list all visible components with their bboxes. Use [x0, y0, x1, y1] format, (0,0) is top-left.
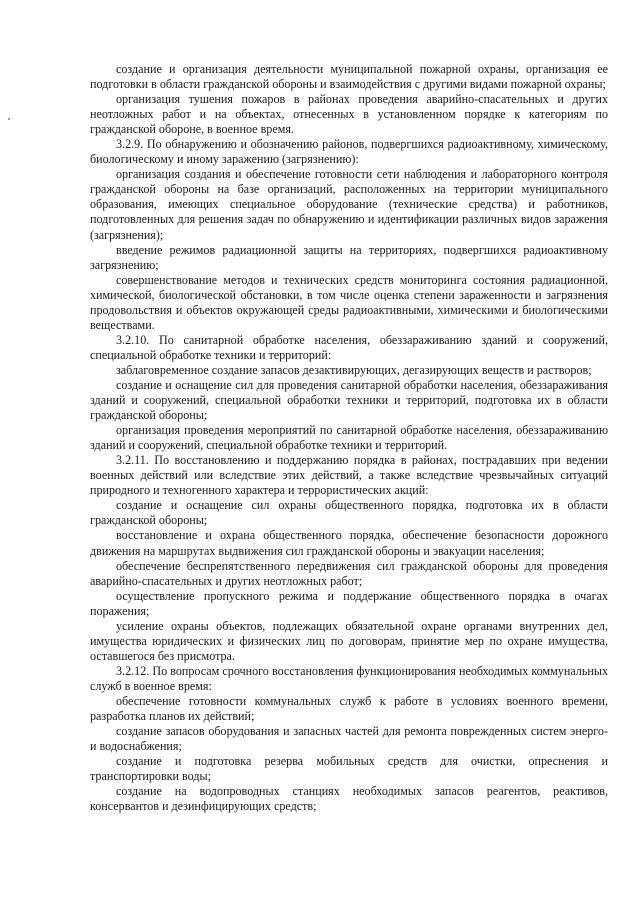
- scan-speck: [8, 118, 10, 120]
- section-paragraph: [90, 453, 608, 498]
- paragraph: создание и подготовка резерва мобильных средств для очистки, опреснения и транспортировки воды;: [90, 754, 608, 784]
- paragraph: создание и оснащение сил для проведения санитарной обработки населения, обеззараживания зданий и сооружений, специальной обработки техники и территорий, подготовка их в области гражданской обороны;: [90, 377, 608, 423]
- paragraph: создание на водопроводных станциях необходимых запасов реагентов, реактивов, консервантов и дезинфицирующих средств;: [90, 784, 608, 814]
- paragraph: создание и организация деятельности муниципальной пожарной охраны, организация ее подготовки в области гражданской обороны и взаимодействия с другими видами пожарной охраны;: [90, 62, 608, 92]
- section-number: 3.2.12.: [116, 663, 150, 678]
- paragraph: усиление охраны объектов, подлежащих обязательной охране органами внутренних дел, имущества юридических и физических лиц по договорам, принятие мер по охране имущества, оставшегося без присмотра.: [90, 618, 608, 663]
- paragraph: организация тушения пожаров в районах проведения аварийно-спасательных и других неотложных работ и на объектах, отнесенных в установленном порядке к категориям по гражданской обороне, в военное время.: [90, 92, 608, 137]
- paragraph: создание и оснащение сил охраны общественного порядка, подготовка их в области гражданской обороны;: [90, 498, 608, 528]
- paragraph: совершенствование методов и технических средств мониторинга состояния радиационной, химической, биологической обстановки, в том числе оценка степени зараженности и загрязнения продовольствия и объектов окружающей среды радиоактивными, химическими и биологическими веществами.: [90, 272, 608, 332]
- section-paragraph: [90, 137, 608, 167]
- section-number: 3.2.11.: [116, 453, 149, 468]
- paragraph: восстановление и охрана общественного порядка, обеспечение безопасности дорожного движения на маршрутах выдвижения сил гражданской обороны и эвакуации населения;: [90, 528, 608, 558]
- paragraph: осуществление пропускного режима и поддержание общественного порядка в очагах поражения;: [90, 588, 608, 618]
- section-text: По вопросам срочного восстановления функционирования необходимых коммунальных служб в военное время:: [90, 663, 608, 693]
- paragraph: организация проведения мероприятий по санитарной обработке населения, обеззараживанию зданий и сооружений, специальной обработке техники и территорий.: [90, 423, 608, 453]
- paragraph: заблаговременное создание запасов дезактивирующих, дегазирующих веществ и растворов;: [116, 362, 592, 377]
- section-paragraph: [90, 333, 608, 363]
- paragraph: обеспечение готовности коммунальных служб к работе в условиях военного времени, разработка планов их действий;: [90, 693, 608, 724]
- section-text: По восстановлению и поддержанию порядка в районах, пострадавших при ведении военных действий или вследствие этих действий, а также вследствие чрезвычайных ситуаций природного и техногенного характера и террористических акций:: [90, 453, 608, 498]
- paragraph: введение режимов радиационной защиты на территориях, подвергшихся радиоактивному загрязнению;: [90, 242, 608, 272]
- paragraph: организация создания и обеспечение готовности сети наблюдения и лабораторного контроля гражданской обороны на базе организаций, расположенных на территории муниципального образования, имеющих специальное оборудование (технические средства) и работников, подготовленных для решения задач по обнаружению и идентификации различных видов заражения (загрязнения);: [90, 167, 608, 242]
- section-text: По обнаружению и обозначению районов, подвергшихся радиоактивному, химическому, биологическому и иному заражению (загрязнению):: [90, 137, 608, 167]
- section-text: По санитарной обработке населения, обеззараживанию зданий и сооружений, специальной обработке техники и территорий:: [90, 332, 609, 362]
- paragraph: создание запасов оборудования и запасных частей для ремонта поврежденных систем энерго- и водоснабжения;: [90, 724, 608, 754]
- section-number: 3.2.10.: [116, 332, 150, 347]
- section-number: 3.2.9.: [116, 137, 144, 152]
- document-body: [90, 62, 608, 814]
- section-paragraph: [90, 664, 608, 694]
- paragraph: обеспечение беспрепятственного передвижения сил гражданской обороны для проведения аварийно-спасательных и других неотложных работ;: [90, 558, 608, 588]
